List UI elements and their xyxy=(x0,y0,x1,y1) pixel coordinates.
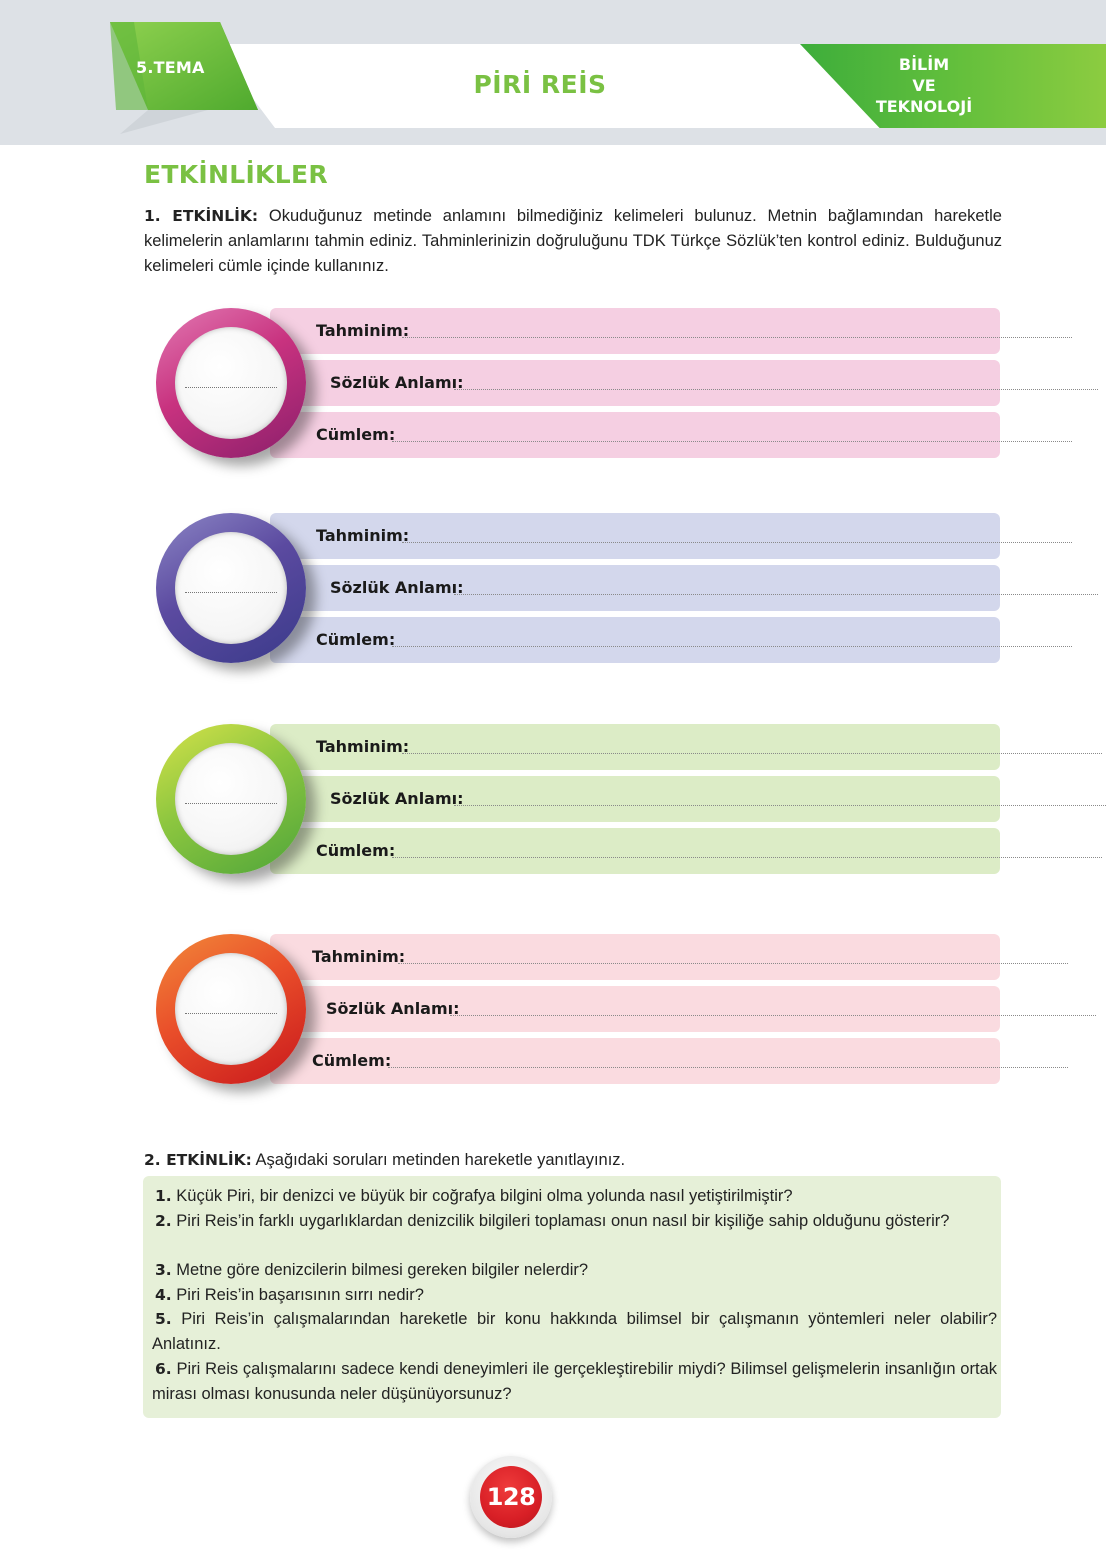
word-card xyxy=(150,932,1010,1092)
guess-answer-line[interactable] xyxy=(402,337,1072,338)
word-circle xyxy=(175,743,287,855)
word-answer-line[interactable] xyxy=(185,592,277,593)
dictionary-label: Sözlük Anlamı: xyxy=(326,999,460,1018)
guess-row[interactable] xyxy=(270,308,1000,354)
page-title: PİRİ REİS xyxy=(473,70,607,99)
word-ring xyxy=(156,934,306,1084)
dictionary-label: Sözlük Anlamı: xyxy=(330,373,464,392)
dictionary-label: Sözlük Anlamı: xyxy=(330,789,464,808)
dictionary-row[interactable] xyxy=(290,776,1000,822)
sentence-answer-line[interactable] xyxy=(388,1067,1068,1068)
category-line: VE xyxy=(912,76,936,95)
guess-label: Tahminim: xyxy=(312,947,406,966)
guess-row[interactable] xyxy=(270,513,1000,559)
category-line: BİLİM xyxy=(898,55,950,74)
dictionary-answer-line[interactable] xyxy=(450,1015,1096,1016)
question-text: Piri Reis’in başarısının sırrı nedir? xyxy=(176,1286,424,1304)
sentence-label: Cümlem: xyxy=(316,630,396,649)
sentence-row[interactable] xyxy=(270,412,1000,458)
word-ring xyxy=(156,724,306,874)
question-text: Metne göre denizcilerin bilmesi gereken bilgiler nelerdir? xyxy=(176,1261,589,1279)
question-item xyxy=(155,1184,991,1209)
dictionary-row[interactable] xyxy=(290,986,1000,1032)
category-label xyxy=(864,54,984,117)
question-item xyxy=(155,1258,991,1283)
guess-row[interactable] xyxy=(270,934,1000,980)
activity1-instructions xyxy=(144,204,1002,279)
dictionary-label: Sözlük Anlamı: xyxy=(330,578,464,597)
word-answer-line[interactable] xyxy=(185,803,277,804)
question-number: 5. xyxy=(155,1310,172,1328)
dictionary-answer-line[interactable] xyxy=(454,389,1098,390)
question-number: 6. xyxy=(155,1360,172,1378)
word-answer-line[interactable] xyxy=(185,387,277,388)
activity2-instructions xyxy=(144,1151,625,1170)
guess-row[interactable] xyxy=(270,724,1000,770)
word-circle xyxy=(175,953,287,1065)
activity1-text: Okuduğunuz metinde anlamını bilmediğiniz kelimeleri bulunuz. Metnin bağlamından hareketle kelimelerin anlamlarını tahmin ediniz. Tahminlerinizin doğruluğunu TDK Türkçe Sözlük’ten kontrol ediniz. Bulduğunuz kelimeleri cümle içinde kullanınız. xyxy=(144,207,1002,275)
dictionary-answer-line[interactable] xyxy=(454,594,1098,595)
sentence-label: Cümlem: xyxy=(316,841,396,860)
sentence-answer-line[interactable] xyxy=(392,441,1072,442)
sentence-row[interactable] xyxy=(270,1038,1000,1084)
question-item xyxy=(149,1209,995,1234)
question-text: Piri Reis’in çalışmalarından hareketle bir konu hakkında bilimsel bir çalışmanın yöntemleri neler olabilir? Anlatınız. xyxy=(152,1310,998,1353)
word-card xyxy=(150,511,1010,671)
questions-box xyxy=(143,1176,1001,1418)
dictionary-row[interactable] xyxy=(290,360,1000,406)
word-circle xyxy=(175,532,287,644)
page-number: 128 xyxy=(480,1466,542,1528)
sentence-row[interactable] xyxy=(270,617,1000,663)
sentence-label: Cümlem: xyxy=(312,1051,392,1070)
guess-answer-line[interactable] xyxy=(402,542,1072,543)
word-ring xyxy=(156,308,306,458)
question-item xyxy=(152,1307,997,1356)
question-number: 4. xyxy=(155,1286,172,1304)
theme-ribbon xyxy=(108,22,258,134)
word-circle xyxy=(175,327,287,439)
question-item xyxy=(155,1283,991,1308)
sentence-answer-line[interactable] xyxy=(392,646,1072,647)
question-number: 3. xyxy=(155,1261,172,1279)
page-number-badge xyxy=(470,1456,552,1538)
word-card xyxy=(150,722,1010,882)
dictionary-row[interactable] xyxy=(290,565,1000,611)
question-text: Piri Reis çalışmalarını sadece kendi deneyimleri ile gerçekleştirebilir miydi? Bilimsel gelişmelerin insanlığın ortak mirası olması konusunda neler düşünüyorsunuz? xyxy=(152,1360,997,1403)
section-title: ETKİNLİKLER xyxy=(144,160,328,189)
guess-answer-line[interactable] xyxy=(402,753,1102,754)
word-card xyxy=(150,306,1010,466)
question-item xyxy=(152,1357,997,1406)
sentence-row[interactable] xyxy=(270,828,1000,874)
activity2-text: Aşağıdaki soruları metinden hareketle yanıtlayınız. xyxy=(255,1151,626,1169)
question-number: 2. xyxy=(155,1212,172,1230)
question-number: 1. xyxy=(155,1187,172,1205)
dictionary-answer-line[interactable] xyxy=(454,805,1106,806)
word-answer-line[interactable] xyxy=(185,1013,277,1014)
activity1-label: 1. ETKİNLİK: xyxy=(144,207,259,225)
guess-answer-line[interactable] xyxy=(398,963,1068,964)
word-ring xyxy=(156,513,306,663)
sentence-label: Cümlem: xyxy=(316,425,396,444)
category-line: TEKNOLOJİ xyxy=(875,97,973,116)
question-text: Küçük Piri, bir denizci ve büyük bir coğrafya bilgini olma yolunda nasıl yetiştirilmiştir? xyxy=(176,1187,793,1205)
question-text: Piri Reis’in farklı uygarlıklardan denizcilik bilgileri toplaması onun nasıl bir kişiliğe sahip olduğunu gösterir? xyxy=(176,1212,950,1230)
guess-label: Tahminim: xyxy=(316,737,410,756)
guess-label: Tahminim: xyxy=(316,321,410,340)
theme-label: 5.TEMA xyxy=(136,58,205,77)
activity2-label: 2. ETKİNLİK: xyxy=(144,1151,252,1169)
sentence-answer-line[interactable] xyxy=(392,857,1102,858)
guess-label: Tahminim: xyxy=(316,526,410,545)
